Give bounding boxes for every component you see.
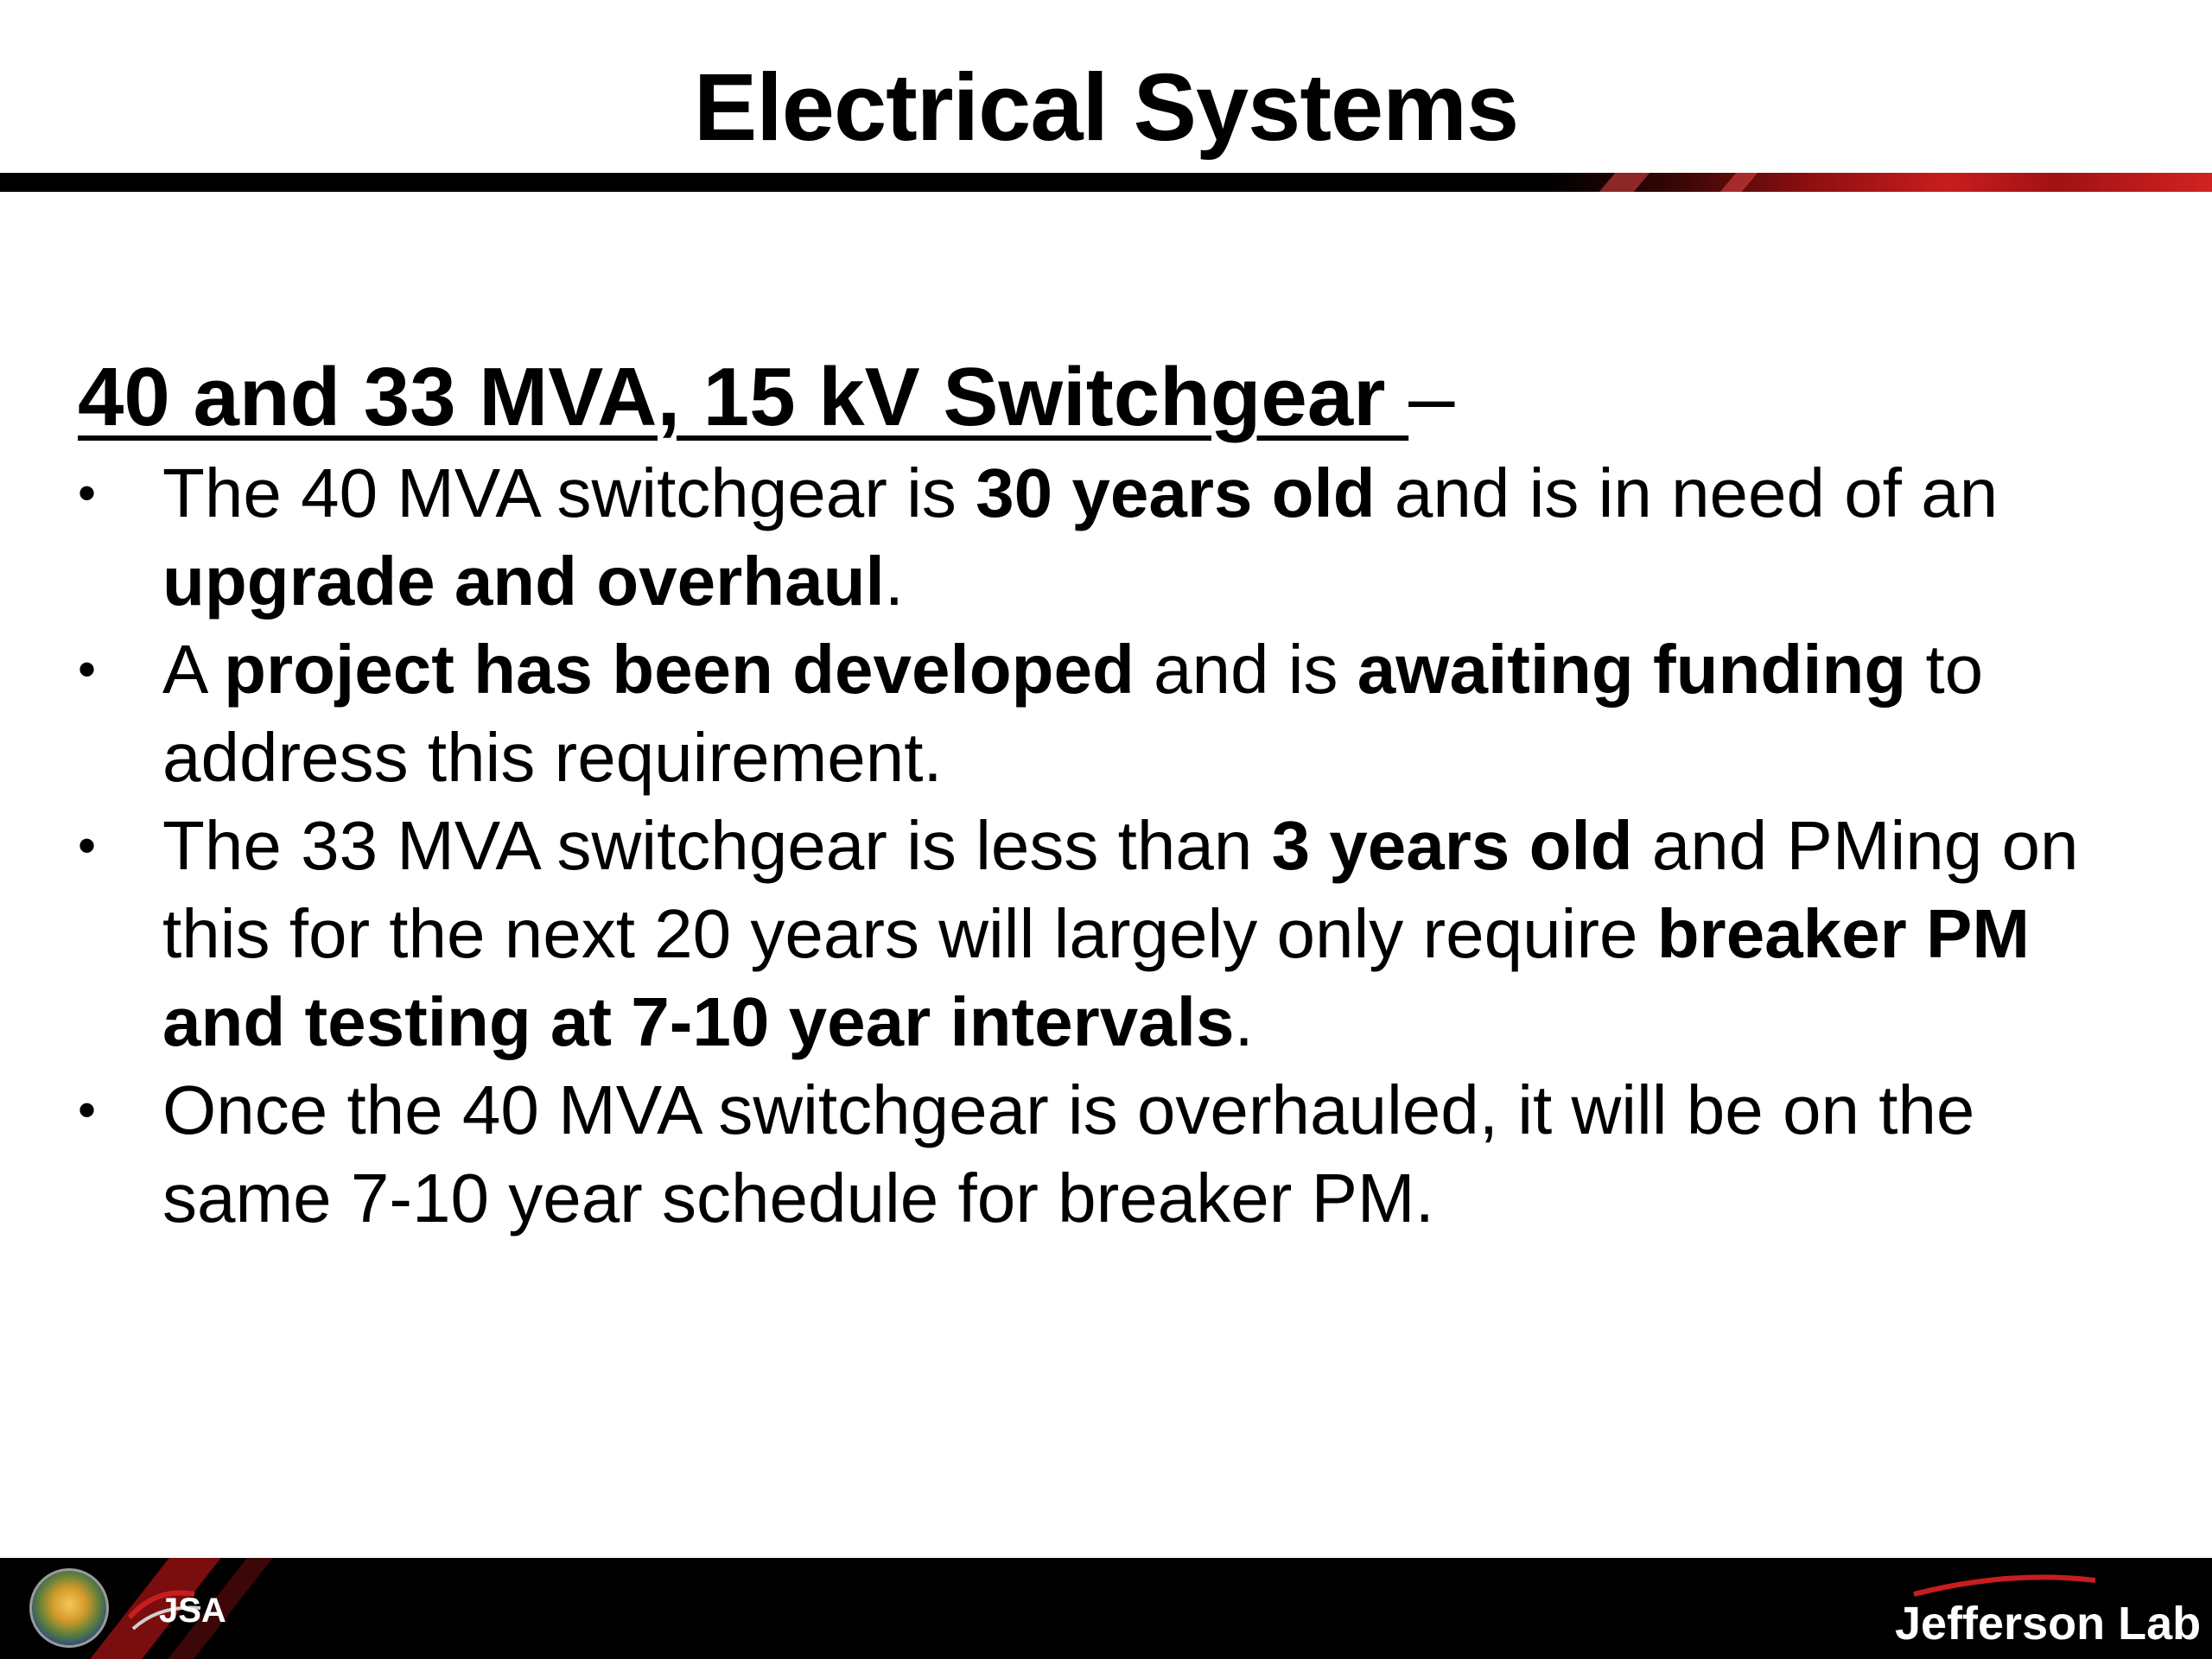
- bullet-emphasis: project has been developed: [224, 631, 1135, 708]
- bullet-text: .: [884, 543, 904, 620]
- bullet-text: and is in need of an: [1375, 454, 1999, 531]
- bullet-text: to address this requirement.: [162, 631, 1984, 796]
- bullet-emphasis: breaker PM and testing at 7-10 year intervals: [162, 895, 2031, 1060]
- bullet-item: [78, 449, 2107, 626]
- section-heading: [78, 346, 2152, 449]
- slide-title: Electrical Systems: [693, 54, 1519, 161]
- bullet-dot: •: [78, 1081, 97, 1139]
- bullet-text: A: [162, 631, 225, 708]
- jefferson-lab-logo-text: Jefferson Lab: [1895, 1598, 2202, 1649]
- bullet-dot: •: [78, 640, 97, 698]
- bullet-item: [78, 1066, 2107, 1243]
- jefferson-lab-swoosh: [1914, 1577, 2095, 1594]
- bullet-emphasis: 3 years old: [1271, 807, 1633, 884]
- bullet-text: The 33 MVA switchgear is less than: [162, 807, 1272, 884]
- jsa-logo-text: JSA: [159, 1592, 226, 1630]
- bullet-text: and is: [1134, 631, 1357, 708]
- bullet-emphasis: upgrade and overhaul: [162, 543, 885, 620]
- jsa-logo: [121, 1570, 233, 1648]
- bullet-text: .: [1234, 983, 1254, 1060]
- footer-bar: [0, 1558, 2212, 1659]
- bullet-item: [78, 626, 2107, 802]
- slide-content: [78, 346, 2152, 1243]
- bullet-item: [78, 802, 2107, 1066]
- doe-seal-icon: [29, 1568, 109, 1648]
- bullet-text: and PMing on this for the next 20 years will largely only require: [162, 807, 2079, 972]
- section-heading-dash: –: [1408, 351, 1455, 443]
- title-rule: [0, 173, 2212, 192]
- bullet-text: The 40 MVA switchgear is: [162, 454, 976, 531]
- bullet-dot: •: [78, 817, 97, 874]
- bullet-emphasis: 30 years old: [976, 454, 1376, 531]
- jefferson-lab-logo: [1879, 1568, 2208, 1655]
- bullet-list: [78, 449, 2152, 1243]
- bullet-dot: •: [78, 464, 97, 522]
- section-heading-text: 40 and 33 MVA, 15 kV Switchgear: [78, 351, 1409, 443]
- bullet-emphasis: awaiting funding: [1357, 631, 1907, 708]
- bullet-text: Once the 40 MVA switchgear is overhauled, it will be on the same 7-10 year schedule for breaker PM.: [162, 1071, 1975, 1236]
